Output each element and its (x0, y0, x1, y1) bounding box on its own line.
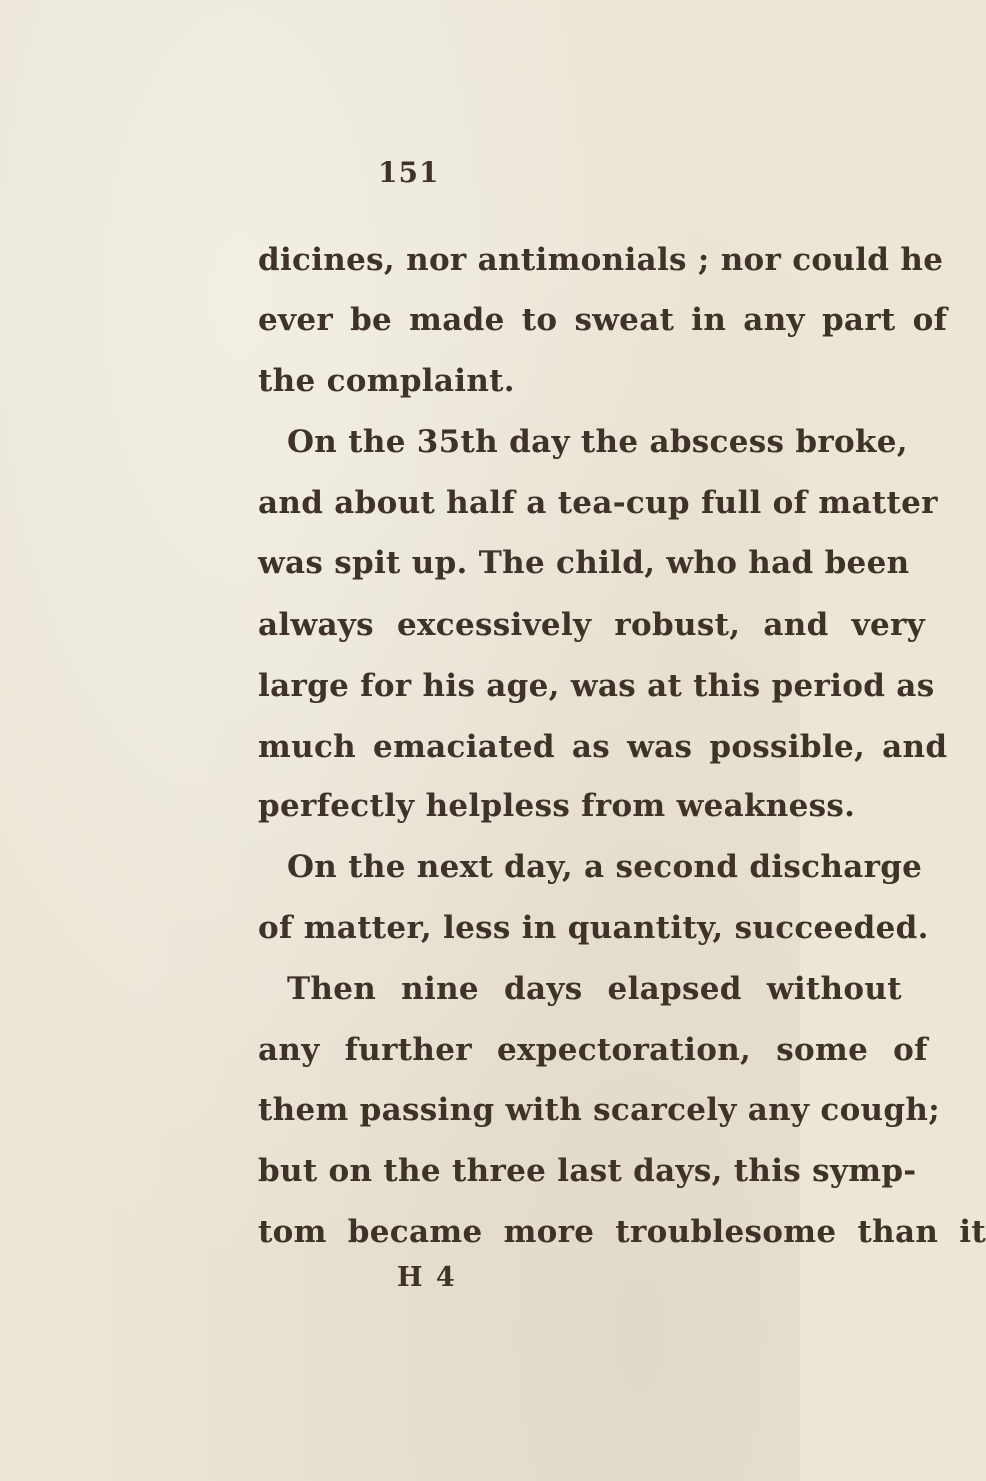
text-line: and about half a tea-cup full of matter (258, 485, 938, 521)
text-line: large for his age, was at this period as (258, 668, 935, 704)
text-line: tom became more troublesome than it (258, 1214, 986, 1250)
text-line: Then nine days elapsed without (287, 971, 902, 1007)
text-line: On the next day, a second discharge (287, 849, 923, 885)
text-line: dicines, nor antimonials ; nor could he (258, 242, 944, 278)
text-line: the complaint. (258, 363, 515, 399)
text-line: On the 35th day the abscess broke, (287, 424, 908, 460)
signature-mark: H 4 (397, 1262, 457, 1293)
text-line: much emaciated as was possible, and (258, 729, 948, 765)
text-line: was spit up. The child, who had been (258, 545, 910, 581)
text-line: ever be made to sweat in any part of (258, 302, 948, 338)
text-line: perfectly helpless from weakness. (258, 788, 856, 824)
text-line: but on the three last days, this symp- (258, 1153, 917, 1189)
page-number: 151 (378, 156, 440, 189)
text-line: of matter, less in quantity, succeeded. (258, 910, 929, 946)
text-line: always excessively robust, and very (258, 607, 925, 643)
text-line: any further expectoration, some of (258, 1032, 928, 1068)
text-line: them passing with scarcely any cough; (258, 1092, 940, 1128)
